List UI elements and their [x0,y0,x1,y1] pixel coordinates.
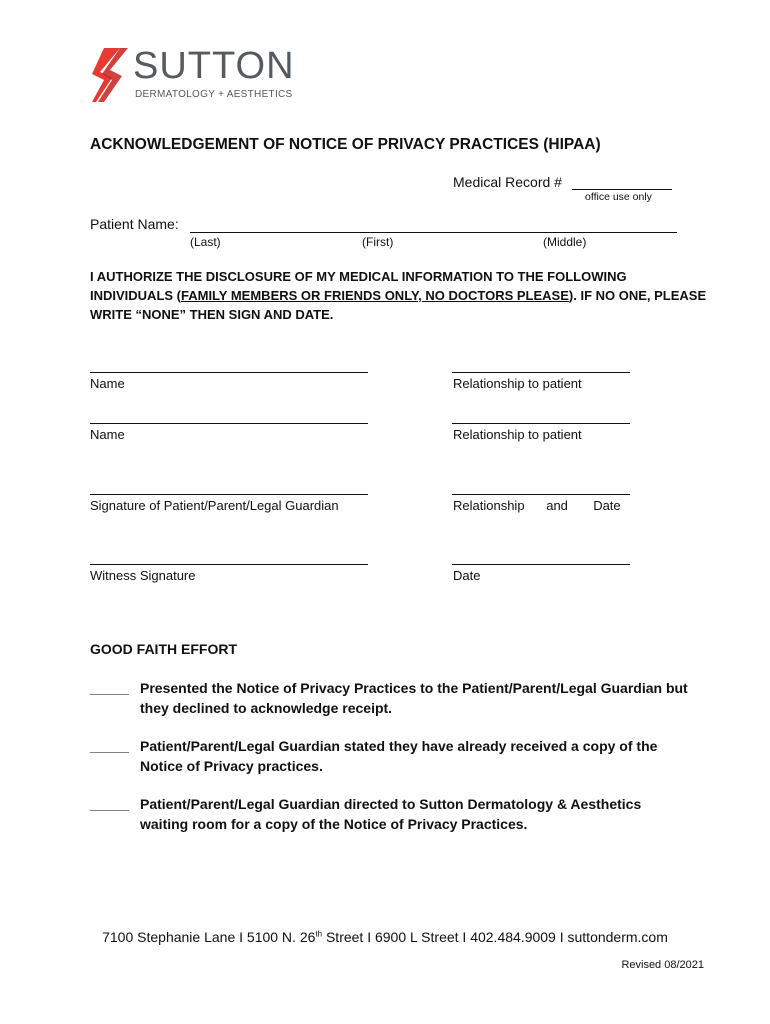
name-field-2[interactable] [90,423,368,424]
good-faith-text-1: Presented the Notice of Privacy Practices to the Patient/Parent/Legal Guardian but they declined to acknowledge receipt. [140,680,688,716]
relationship-date-label: Relationship and Date [453,498,621,513]
s-mark-icon [92,48,128,102]
good-faith-item-2 [90,737,690,776]
name-label-1: Name [90,376,125,391]
medical-record-label: Medical Record # [453,174,562,190]
authorization-part2: ). IF NO ONE, PLEASE WRITE “NONE” THEN SIGN AND DATE. [90,288,707,322]
form-title: ACKNOWLEDGEMENT OF NOTICE OF PRIVACY PRACTICES (HIPAA) [90,136,601,153]
checkbox-blank-3[interactable]: _____ [90,796,129,812]
brand-name: SUTTON [133,45,295,87]
footer-part1: 7100 Stephanie Lane I 5100 N. 26 [102,929,316,945]
good-faith-text-2: Patient/Parent/Legal Guardian stated they have already received a copy of the Notice of Privacy practices. [140,738,658,774]
medical-record-field[interactable] [572,189,672,190]
brand-tagline: DERMATOLOGY + AESTHETICS [135,89,293,100]
relationship-field-2[interactable] [452,423,630,424]
checkbox-blank-2[interactable]: _____ [90,738,129,754]
authorization-statement [90,267,710,324]
patient-name-label: Patient Name: [90,216,179,232]
footer-sup: th [315,929,323,939]
revised-date: Revised 08/2021 [621,959,704,971]
witness-signature-field[interactable] [90,564,368,565]
relationship-date-field[interactable] [452,494,630,495]
relationship-field-1[interactable] [452,372,630,373]
checkbox-blank-1[interactable]: _____ [90,680,129,696]
witness-date-label: Date [453,568,481,583]
name-field-1[interactable] [90,372,368,373]
authorization-part1: I AUTHORIZE THE DISCLOSURE OF MY MEDICAL INFORMATION TO THE FOLLOWING INDIVIDUALS ( [90,269,627,303]
footer-part2: Street I 6900 L Street I 402.484.9009 I suttonderm.com [322,929,668,945]
authorization-underlined: FAMILY MEMBERS OR FRIENDS ONLY, NO DOCTORS PLEASE [181,288,569,303]
patient-middle-caption: (Middle) [543,235,587,249]
good-faith-heading: GOOD FAITH EFFORT [90,641,237,657]
patient-first-caption: (First) [362,235,394,249]
good-faith-item-3 [90,795,690,834]
relationship-label-2: Relationship to patient [453,427,582,442]
patient-signature-label: Signature of Patient/Parent/Legal Guardian [90,498,339,513]
patient-last-caption: (Last) [190,235,221,249]
witness-signature-label: Witness Signature [90,568,196,583]
witness-date-field[interactable] [452,564,630,565]
medical-record-note: office use only [585,191,652,203]
relationship-label-1: Relationship to patient [453,376,582,391]
patient-signature-field[interactable] [90,494,368,495]
footer-address [0,929,770,945]
name-label-2: Name [90,427,125,442]
patient-name-field[interactable] [190,232,677,233]
good-faith-item-1 [90,679,690,718]
good-faith-text-3: Patient/Parent/Legal Guardian directed to Sutton Dermatology & Aesthetics waiting room for a copy of the Notice of Privacy Practices. [140,796,642,832]
